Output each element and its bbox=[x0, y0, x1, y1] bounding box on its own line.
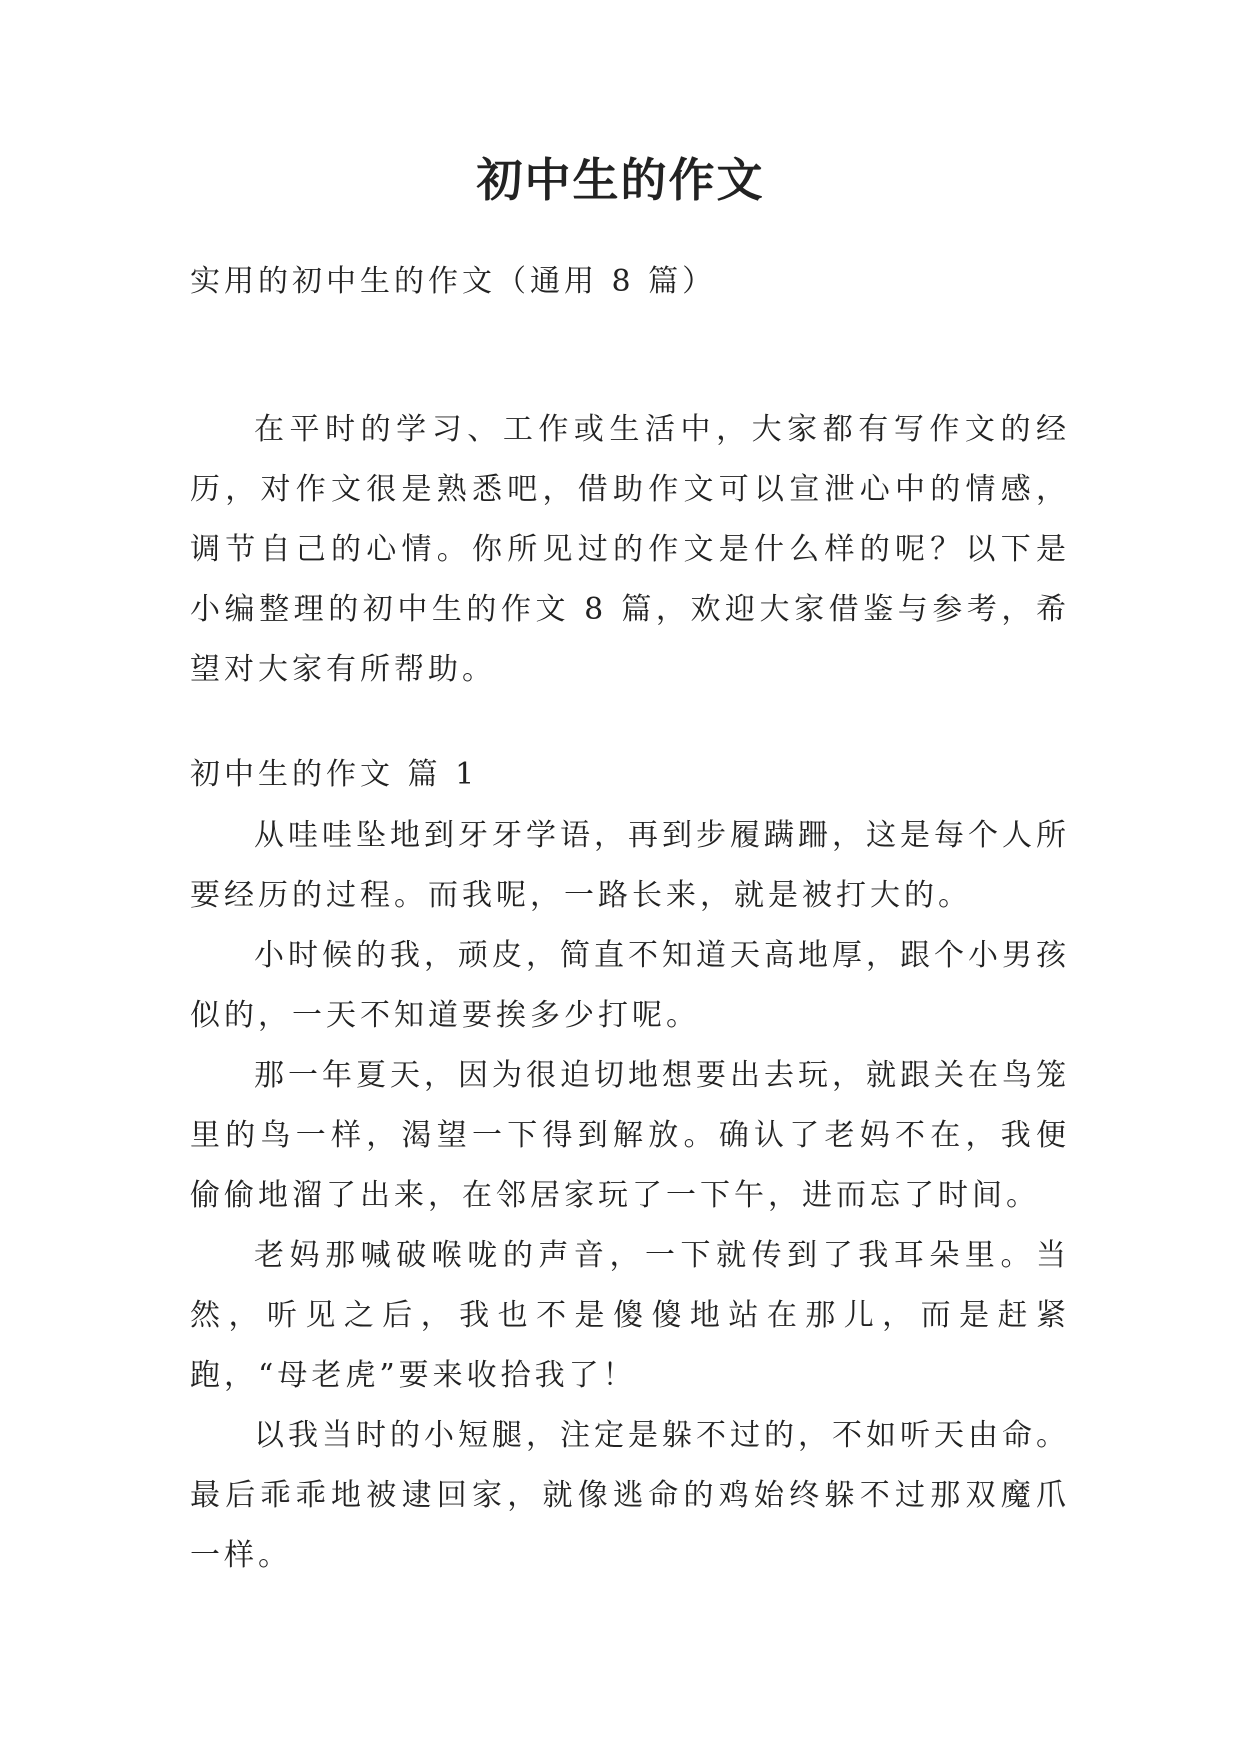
intro-paragraph bbox=[190, 400, 1070, 700]
document-subtitle: 实用的初中生的作文（通用 8 篇） bbox=[190, 264, 717, 299]
body-paragraph: 从哇哇坠地到牙牙学语，再到步履蹒跚，这是每个人所要经历的过程。而我呢，一路长来，就是被打大的。 bbox=[190, 818, 1070, 913]
body-paragraph: 老妈那喊破喉咙的声音，一下就传到了我耳朵里。当然，听见之后，我也不是傻傻地站在那儿，而是赶紧跑，“母老虎”要来收拾我了！ bbox=[190, 1238, 1070, 1393]
intro-text: 在平时的学习、工作或生活中，大家都有写作文的经历，对作文很是熟悉吧，借助作文可以宣泄心中的情感，调节自己的心情。你所见过的作文是什么样的呢？以下是小编整理的初中生的作文 8 篇，欢迎大家借鉴与参考，希望对大家有所帮助。 bbox=[190, 412, 1070, 687]
section-body bbox=[190, 806, 1070, 1586]
document-title: 初中生的作文 bbox=[476, 153, 765, 207]
section-heading: 初中生的作文 篇 1 bbox=[190, 757, 479, 792]
body-paragraph: 以我当时的小短腿，注定是躲不过的，不如听天由命。最后乖乖地被逮回家，就像逃命的鸡始终躲不过那双魔爪一样。 bbox=[190, 1418, 1070, 1573]
body-paragraph: 小时候的我，顽皮，简直不知道天高地厚，跟个小男孩似的，一天不知道要挨多少打呢。 bbox=[190, 938, 1070, 1033]
body-paragraph: 那一年夏天，因为很迫切地想要出去玩，就跟关在鸟笼里的鸟一样，渴望一下得到解放。确认了老妈不在，我便偷偷地溜了出来，在邻居家玩了一下午，进而忘了时间。 bbox=[190, 1058, 1070, 1213]
